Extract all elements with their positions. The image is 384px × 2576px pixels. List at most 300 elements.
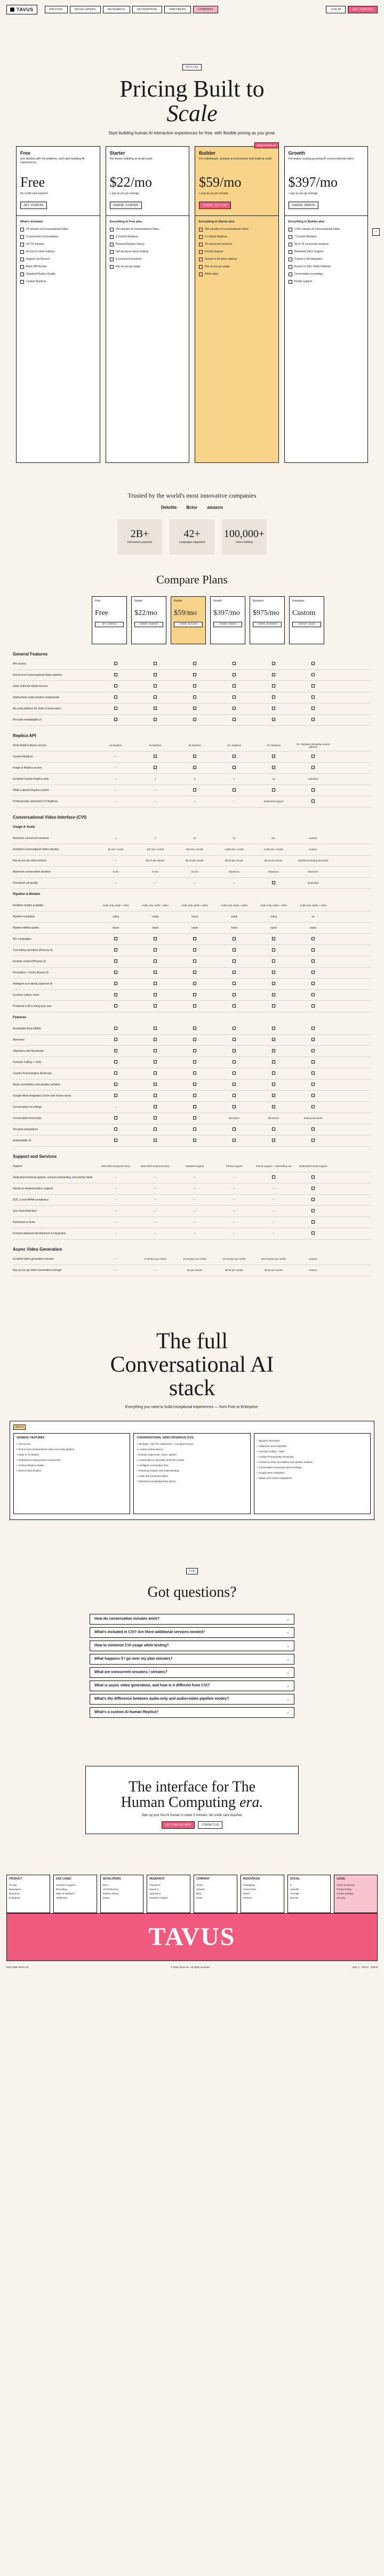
plan-price: Free (20, 174, 45, 190)
compare-cell (135, 1083, 175, 1086)
compare-row (13, 659, 371, 670)
compare-cell (214, 1049, 254, 1053)
nav-link-pricing[interactable]: PRICING (45, 6, 68, 13)
footer-link[interactable]: Privacy Policy (337, 1887, 352, 1891)
cta-subtitle: Spin up your first AI human in under 5 minutes. No credit card required. (141, 1813, 243, 1817)
check-icon (272, 1105, 275, 1108)
compare-row-label: State of the Art Model Access (13, 684, 48, 688)
nav-link-partners[interactable]: PARTNERS (164, 6, 191, 13)
nav-link-developers[interactable]: DEVELOPERS (70, 6, 101, 13)
nav-link-company[interactable]: COMPANY (193, 6, 219, 13)
compare-cell (96, 1038, 135, 1042)
check-icon (311, 959, 315, 963)
compare-plan-button[interactable]: CONTACT SALES (292, 622, 321, 627)
stack-item: □ Deployment-ready product components (17, 1459, 127, 1461)
footer-link[interactable]: Research (9, 1892, 20, 1895)
hero-tag: PRICING (182, 64, 202, 70)
plan-feature: 3 concurrent conversations (20, 235, 96, 239)
compare-cell (293, 1139, 333, 1142)
logo-bctor: Bctor (186, 505, 198, 510)
compare-cell (96, 673, 135, 677)
check-icon (272, 755, 275, 758)
stack-column (13, 1433, 130, 1514)
compare-row-label: Custom Replicas (13, 755, 33, 758)
compare-plan-button[interactable]: GET STARTED (95, 622, 124, 627)
compare-cell (254, 1060, 293, 1064)
compare-row-label: 40+ Languages (13, 937, 31, 941)
stack-title: The full Conversational AI stack (110, 1329, 274, 1401)
footer-link[interactable]: YouTube (290, 1892, 300, 1895)
check-icon (311, 755, 315, 758)
plan-feature: 10 concurrent sessions (199, 243, 275, 246)
compare-cell: 1080p (230, 915, 238, 918)
footer-link[interactable]: Trust Center (243, 1887, 257, 1891)
plan-cta-button[interactable]: CHOOSE STARTER (110, 202, 142, 209)
compare-section (13, 815, 371, 1147)
footer-link[interactable]: Changelog (243, 1883, 255, 1886)
compare-row-label: Usage & Scale (13, 826, 35, 829)
compare-cell: 10 (193, 837, 196, 840)
brand-logo[interactable]: TAVUS (6, 5, 37, 14)
compare-section-title: General Features (13, 651, 48, 657)
footer-link[interactable]: Terms of Service (337, 1883, 355, 1886)
compare-cell (175, 1038, 214, 1042)
hero-title: Pricing Built to Scale (119, 76, 265, 127)
check-icon (272, 959, 275, 963)
compare-cell (254, 1049, 293, 1053)
compare-cell (175, 1004, 214, 1008)
compare-row-label: Pipeline resolution (13, 915, 35, 918)
cta-title: The interface for The Human Computing era. (121, 1778, 263, 1811)
compare-row-label: Turn-taking operation (Phoenix-3) (13, 948, 53, 952)
compare-row-label: Zero Data Retention (13, 1209, 37, 1213)
compare-section (13, 1247, 371, 1276)
footer-links (0, 1875, 384, 1913)
check-icon (114, 662, 117, 665)
compare-cell (254, 755, 293, 758)
compare-cell (293, 959, 333, 963)
plan-feature-list (20, 228, 96, 284)
get-started-now-button[interactable]: GET STARTED NOW (162, 1821, 195, 1829)
compare-plan-header (131, 596, 166, 644)
compare-cell (135, 1139, 175, 1142)
faq-item[interactable] (90, 1627, 294, 1638)
chevron-right-icon[interactable]: › (372, 228, 380, 236)
compare-cell (214, 1139, 254, 1142)
compare-cell: — (114, 1187, 117, 1190)
compare-cell: — (114, 766, 117, 770)
check-icon (272, 982, 275, 985)
footer-link[interactable]: Sales & Outreach (55, 1892, 75, 1895)
plan-feature: Custom LLM integration (289, 258, 364, 261)
compare-cell (293, 1027, 333, 1030)
check-icon (154, 948, 157, 951)
check-icon (193, 788, 196, 791)
compare-cell: — (233, 1187, 236, 1190)
compare-row (13, 979, 371, 990)
check-icon (193, 1060, 196, 1063)
compare-plan-name: Free (95, 599, 101, 603)
footer-link[interactable]: Phoenix-3 (149, 1883, 161, 1886)
check-icon (154, 1004, 157, 1007)
compare-row-label: Included Custom Replica slots (13, 777, 49, 781)
compare-plan-button[interactable]: CHOOSE STARTER (134, 622, 163, 627)
footer-link[interactable]: Docs (102, 1883, 108, 1886)
compare-plan-button[interactable]: CHOOSE BUSINESS (253, 622, 282, 627)
compare-cell (135, 1049, 175, 1053)
check-icon (272, 1083, 275, 1086)
footer-link[interactable]: Healthcare (55, 1896, 68, 1899)
compare-plan-button[interactable]: CHOOSE GROWTH (213, 622, 242, 627)
compare-row (13, 1228, 371, 1239)
compare-cell: 5 min (113, 870, 119, 874)
compare-cell: — (154, 1232, 157, 1235)
check-icon (114, 948, 117, 951)
stack-item: □ Function Calling + Tools (257, 1450, 367, 1453)
footer-link[interactable]: Recruiting (55, 1887, 67, 1891)
footer-link[interactable]: About (196, 1883, 203, 1886)
compare-row-label: Realtime modes available (13, 903, 44, 907)
faq-item[interactable] (90, 1694, 294, 1705)
compare-cell (293, 971, 333, 974)
footer-column-title: DEVELOPERS (102, 1877, 121, 1881)
footer-link[interactable]: Enterprise (9, 1896, 20, 1899)
compare-cell: — (114, 1269, 117, 1272)
compare-cell (175, 959, 214, 963)
footer-link[interactable]: Sparrow-0 (149, 1892, 161, 1895)
compare-cell (214, 1004, 254, 1008)
stack-column-title: GENERAL FEATURES (17, 1436, 45, 1439)
compare-cell (96, 959, 135, 963)
check-icon (233, 959, 236, 963)
compare-cell (135, 982, 175, 986)
faq-item[interactable] (90, 1641, 294, 1651)
faq-item[interactable] (90, 1707, 294, 1718)
compare-row-label: API access (13, 662, 27, 666)
compare-cell: Stable (151, 926, 159, 930)
check-icon (114, 684, 117, 687)
nav-link-research[interactable]: RESEARCH (103, 6, 130, 13)
compare-plan-name: Business (253, 599, 264, 603)
footer-link[interactable]: Discord (290, 1896, 298, 1899)
check-icon (233, 766, 236, 769)
footer-link[interactable]: Pricing (9, 1883, 17, 1886)
compare-cell (175, 993, 214, 997)
footer-link[interactable]: LinkedIn (290, 1887, 299, 1891)
compare-cell: 15 (233, 837, 236, 840)
nav-link-enterprise[interactable]: ENTERPRISE (132, 6, 162, 13)
check-icon (272, 1071, 275, 1075)
footer-link[interactable]: Brand (243, 1892, 250, 1895)
stack-subtitle: Everything you need to build exceptional experiences — from Free to Enterprise. (125, 1405, 259, 1409)
check-icon (114, 937, 117, 940)
check-icon (233, 971, 236, 974)
compare-row-label: Features (13, 1016, 27, 1020)
check-icon (193, 1038, 196, 1041)
check-icon (311, 799, 315, 803)
compare-row-label: Maximum concurrent sessions (13, 836, 49, 840)
cta-section (85, 1766, 299, 1834)
check-icon (233, 1139, 236, 1142)
compare-cell: Custom (309, 848, 317, 851)
compare-row-label: Function Calling + Tools (13, 1060, 42, 1064)
chevron-down-icon: ⌄ (286, 1657, 290, 1661)
footer-legal (0, 1961, 384, 1974)
check-icon (193, 1105, 196, 1108)
faq-question: What happens if I go over my plan minutes? (94, 1657, 173, 1661)
compare-cell: 7 (233, 778, 235, 781)
faq-item[interactable] (90, 1667, 294, 1678)
check-icon (311, 673, 315, 676)
compare-cell (254, 881, 293, 885)
compare-row-label: Hands-on implementation support (13, 1187, 53, 1190)
compare-cell (214, 1094, 254, 1098)
chevron-down-icon: ⌄ (286, 1617, 290, 1621)
compare-row (13, 692, 371, 703)
compare-cell (214, 788, 254, 792)
check-icon (272, 707, 275, 710)
compare-cell: 250 min / month (186, 848, 204, 851)
compare-cell: 15 (272, 778, 275, 781)
check-icon (114, 695, 117, 699)
compare-cell (96, 1127, 135, 1131)
check-icon (272, 766, 275, 769)
plan-feature: Personal Replica Library (110, 243, 186, 246)
compare-cell: Best-effort (response time) (141, 1165, 170, 1168)
compare-cell (96, 1060, 135, 1064)
plan-feature: Basic API Access (20, 265, 96, 269)
compare-cell (293, 766, 333, 770)
faq-title: Got questions? (147, 1583, 237, 1601)
get-started-button[interactable]: GET STARTED (348, 6, 378, 13)
compare-cell: Maximum (268, 870, 279, 874)
plan-cta-button[interactable]: GET STARTED (20, 202, 47, 209)
faq-item[interactable] (90, 1654, 294, 1665)
footer-link[interactable]: Research Papers (149, 1896, 169, 1899)
check-icon (233, 937, 236, 940)
logo-amazon: amazon (207, 505, 223, 510)
compare-cell: — (154, 1176, 157, 1179)
compare-cell (96, 1116, 135, 1120)
plan-included-heading: What's Included (20, 220, 43, 223)
compare-cell (214, 1127, 254, 1131)
check-icon (272, 948, 275, 951)
plan-feature: 25 minutes of Conversational Video (20, 228, 96, 231)
compare-cell: Custom (309, 1258, 317, 1261)
compare-row (13, 1046, 371, 1057)
compare-row (13, 785, 371, 796)
check-icon (311, 1027, 315, 1030)
check-icon (154, 1139, 157, 1142)
check-icon (311, 684, 315, 687)
faq-item[interactable] (90, 1681, 294, 1691)
compare-section-title: Conversational Video Interface (CVI) (13, 814, 87, 820)
footer-link[interactable]: Status (102, 1896, 110, 1899)
plan-feature: 1,250 minutes of Conversational Video (289, 228, 364, 231)
chevron-down-icon: ⌄ (286, 1670, 290, 1675)
compare-row (13, 1068, 371, 1079)
compare-cell: — (272, 1221, 275, 1224)
compare-cell: — (154, 1221, 157, 1224)
login-button[interactable]: LOG IN (326, 6, 346, 13)
compare-cell (96, 1027, 135, 1030)
compare-cell: 4K (311, 915, 315, 918)
compare-cell: Stable (309, 926, 317, 930)
check-icon (311, 971, 315, 974)
compare-cell: 1080p (112, 915, 119, 918)
compare-row-label: Performance SLAs (13, 1220, 35, 1224)
check-icon (311, 1209, 315, 1212)
check-icon (233, 993, 236, 996)
footer-link[interactable]: Careers (196, 1887, 205, 1891)
check-icon (193, 695, 196, 699)
check-icon (114, 707, 117, 710)
compare-row (13, 740, 371, 751)
compare-cell (175, 695, 214, 699)
check-icon (311, 948, 315, 951)
compare-cell (254, 1105, 293, 1109)
compare-cell (214, 684, 254, 688)
compare-cell: 75+ Replicas (Including custom options) (296, 742, 330, 748)
plan-feature: White label (199, 273, 275, 276)
plan-cta-button[interactable]: CHOOSE GROWTH (289, 202, 319, 209)
compare-cell: 100 minutes per month (261, 1258, 286, 1261)
compare-row (13, 822, 371, 833)
plan-feature: Dedicated Slack Support (289, 250, 364, 254)
compare-cell (135, 1004, 175, 1008)
compare-row (13, 1161, 371, 1172)
compare-row (13, 1091, 371, 1102)
footer-link[interactable]: Replica Library (102, 1892, 119, 1895)
footer-column (147, 1875, 190, 1913)
compare-plan-name: Enterprise (292, 599, 305, 603)
compare-cell (293, 1198, 333, 1202)
compare-cell (175, 1060, 214, 1064)
plan-price: $397/mo (288, 174, 338, 190)
check-icon (311, 993, 315, 996)
compare-row (13, 763, 371, 774)
footer-link[interactable]: Developers (9, 1887, 21, 1891)
check-icon (193, 755, 196, 758)
chevron-down-icon: ⌄ (286, 1644, 290, 1648)
compare-cell: Audio only, audio + video (141, 904, 169, 907)
footer-link[interactable]: Cookie Settings (337, 1892, 354, 1895)
compare-row-label: Forward deployed development & integration (13, 1231, 66, 1235)
check-icon (193, 1071, 196, 1075)
check-icon (272, 1004, 275, 1007)
contact-us-button[interactable]: CONTACT US (198, 1821, 222, 1829)
full-stack-section (0, 1330, 384, 1520)
compare-cell (254, 1175, 293, 1179)
footer-link[interactable]: Security (337, 1896, 346, 1899)
compare-row (13, 1195, 371, 1206)
popular-badge: MOST POPULAR (254, 142, 279, 148)
stack-item: □ Optimized Knowledge Base (RAG) (137, 1480, 247, 1483)
plan-feature: Access to All stock replicas (199, 258, 275, 261)
compare-cell (293, 1220, 333, 1224)
compare-cell (214, 1060, 254, 1064)
compare-row-label: Included Conversational Video minutes (13, 847, 59, 851)
compare-cell (135, 1038, 175, 1042)
faq-question: How to minimize CVI usage while testing? (94, 1643, 169, 1647)
footer-link[interactable]: API Reference (102, 1887, 118, 1891)
check-icon (272, 684, 275, 687)
compare-row (13, 833, 371, 844)
compare-cell (214, 1105, 254, 1109)
check-icon (311, 707, 315, 710)
compare-row-label: Support (13, 1164, 22, 1168)
compare-cell: — (114, 1232, 117, 1235)
check-icon (193, 684, 196, 687)
compare-cell: Audio only, audio + video (299, 904, 327, 907)
footer-link[interactable]: Blog (196, 1892, 202, 1895)
check-icon (154, 662, 157, 665)
footer-column (53, 1875, 97, 1913)
compare-cell: 1 (154, 778, 156, 781)
plan-included-heading: Everything in Starter plus (199, 220, 235, 223)
footer-link[interactable]: Partners (243, 1896, 252, 1899)
check-icon (311, 788, 315, 791)
plan-included-heading: Everything in Free plus (109, 220, 142, 223)
plan-subtext: + pay as you go overage (199, 191, 228, 195)
compare-cell (293, 1209, 333, 1213)
compare-plan-button[interactable]: CHOOSE BUILDER (174, 622, 203, 627)
compare-row-label: Conversation transcripts (13, 1116, 42, 1120)
check-icon (233, 662, 236, 665)
compare-cell: 5 minutes per month (144, 1258, 166, 1261)
explore-link[interactable]: EXPLORE WITH US (6, 1966, 29, 1969)
compare-plan-price: $975/mo (253, 609, 279, 617)
compare-row (13, 1183, 371, 1195)
compare-cell: $0.90 per minute (225, 1269, 243, 1272)
footer-link[interactable]: Raven-0 (149, 1887, 159, 1891)
plan-included-heading: Everything in Builder plus (288, 220, 325, 223)
check-icon (154, 1049, 157, 1052)
compare-cell (254, 971, 293, 974)
plan-feature: Priority Support (199, 250, 275, 254)
compare-plan-headers (13, 596, 371, 644)
compare-cell (135, 695, 175, 699)
compare-cell (96, 662, 135, 666)
footer-column-title: LEGAL (337, 1877, 346, 1881)
compare-cell (135, 993, 175, 997)
plan-cta-button[interactable]: CHOOSE BUILDER (199, 202, 231, 209)
faq-item[interactable] (90, 1614, 294, 1625)
stack-column (254, 1433, 371, 1514)
compare-cell (96, 948, 135, 952)
footer-link[interactable]: Press (196, 1896, 203, 1899)
compare-row (13, 945, 371, 956)
check-icon (114, 673, 117, 676)
faq-question: How do conversation minutes work? (94, 1617, 160, 1621)
compare-cell: — (193, 1176, 196, 1179)
stack-item: □ Native and custom integrations (257, 1477, 367, 1479)
nav-links (45, 6, 219, 13)
footer-column-title: RESEARCH (149, 1877, 165, 1881)
plan-feature: 5 Custom Replicas (199, 235, 275, 239)
check-icon (233, 1105, 236, 1108)
compare-section (13, 1154, 371, 1239)
stack-item: □ End-to-end Conversational Video and Audio pipeline (17, 1448, 127, 1451)
compare-cell: Audio only, audio + video (260, 904, 287, 907)
plan-feature: Access to stock replicas (20, 250, 96, 254)
pricing-card (195, 143, 279, 463)
footer-link[interactable]: X (290, 1883, 292, 1886)
compare-row-label: Perception + Vision (Raven-0) (13, 971, 49, 974)
compare-row (13, 1124, 371, 1135)
footer-link[interactable]: Customer Support (55, 1883, 76, 1886)
compare-cell (293, 1231, 333, 1235)
